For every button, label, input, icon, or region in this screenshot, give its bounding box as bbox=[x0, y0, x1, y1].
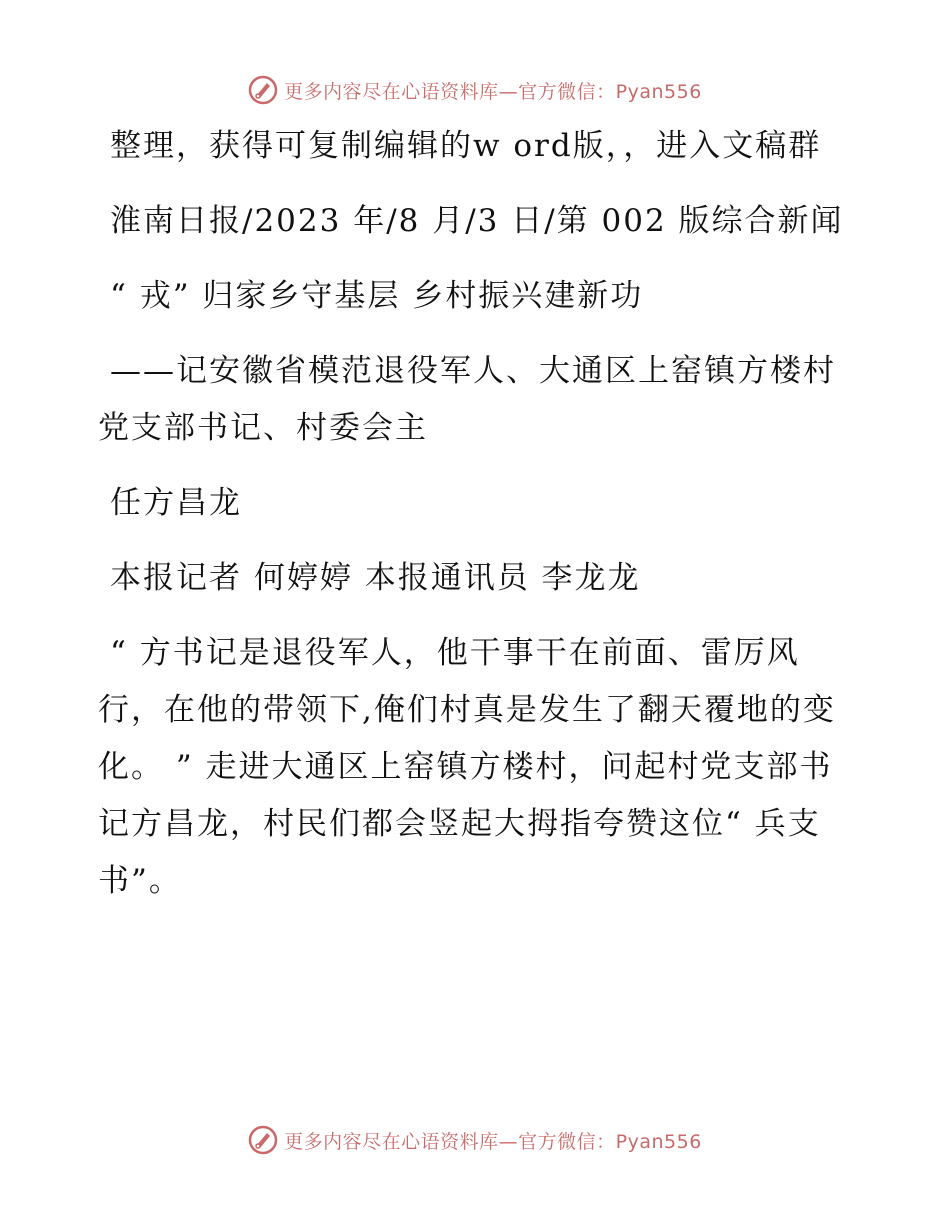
watermark-footer bbox=[0, 1120, 950, 1160]
watermark-header bbox=[0, 70, 950, 110]
subheadline: ——记安徽省模范退役军人、大通区上窑镇方楼村党支部书记、村委会主 bbox=[98, 353, 836, 446]
source-line: 淮南日报/2023 年/8 月/3 日/第 002 版综合新闻 bbox=[110, 203, 844, 239]
watermark-text: 更多内容尽在心语资料库—官方微信：Pyan556 bbox=[284, 1130, 702, 1153]
library-logo-icon bbox=[248, 75, 278, 105]
subheadline-tail: 任方昌龙 bbox=[110, 485, 242, 521]
intro-note: 整理，获得可复制编辑的w ord版，，进入文稿群 bbox=[110, 128, 822, 164]
byline: 本报记者 何婷婷 本报通讯员 李龙龙 bbox=[110, 560, 641, 596]
headline: “ 戎” 归家乡守基层 乡村振兴建新功 bbox=[110, 278, 644, 314]
watermark-text: 更多内容尽在心语资料库—官方微信：Pyan556 bbox=[284, 80, 702, 103]
body-paragraph: “ 方书记是退役军人，他干事干在前面、雷厉风行，在他的带领下,俺们村真是发生了翻天覆地的变化。 ” 走进大通区上窑镇方楼村，问起村党支部书记方昌龙，村民们都会竖起大拇指夸赞这位“ 兵支书”。 bbox=[98, 635, 836, 899]
document-body bbox=[98, 118, 858, 928]
library-logo-icon bbox=[248, 1125, 278, 1155]
